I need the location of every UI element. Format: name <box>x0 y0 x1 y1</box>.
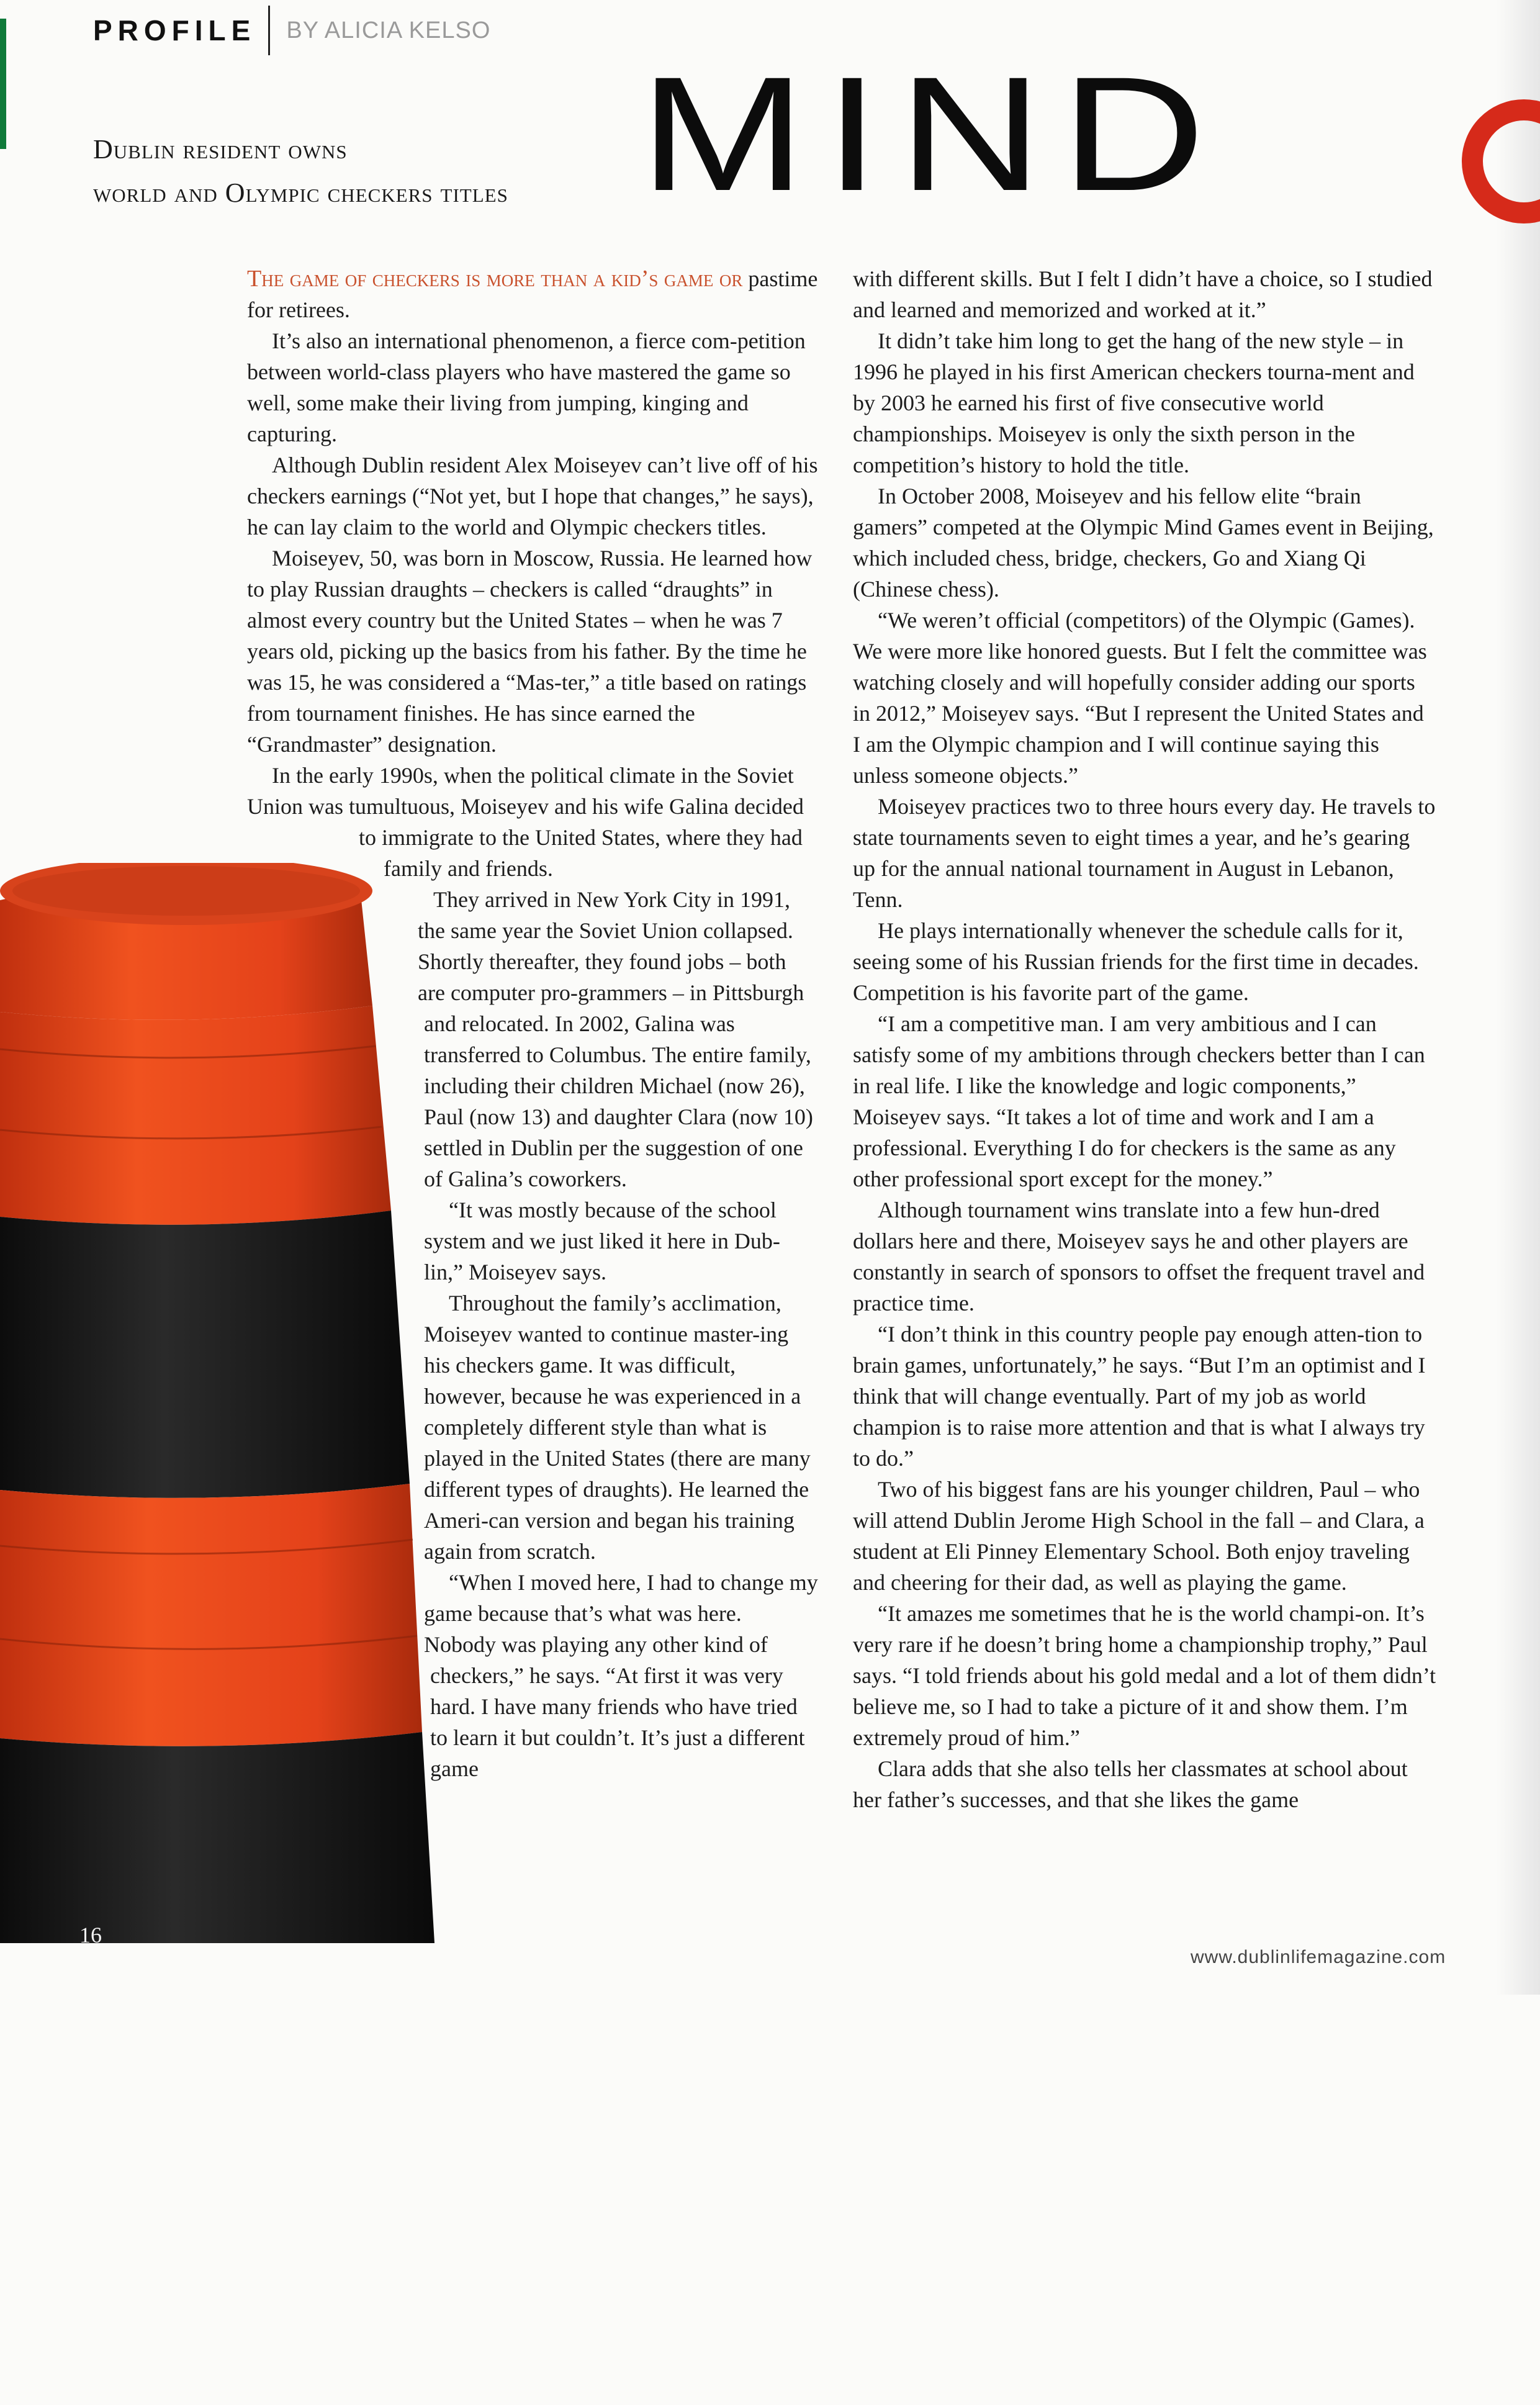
deck-line: Dublin resident owns <box>93 134 348 165</box>
paragraph: Two of his biggest fans are his younger children, Paul – who will attend Dublin Jerome High School in the fall – and Clara, a student at Eli Pinney Elementary School. Both enjoy traveling and cheering for their dad, as well as playing the game. <box>853 1477 1425 1595</box>
paragraph: Throughout the family’s acclimation, Moiseyev wanted to continue master-ing his checkers game. It was difficult, however, because he was experienced in a completely different style than what is played in the United States (there are many different types of draughts). He learned the Ameri-can version and began his training again from scratch. <box>424 1291 811 1564</box>
paragraph: “We weren’t official (competitors) of the Olympic (Games). We were more like honored guests. But I felt the committee was watching closely and will hopefully consider adding our sports in 2012,” Moiseyev says. “But I represent the United States and I am the Olympic champion and I will continue saying this unless someone objects.” <box>853 608 1427 788</box>
paragraph: “I don’t think in this country people pay enough atten-tion to brain games, unfortunately,” he says. “But I’m an optimist and I think that will change eventually. Part of my job as world champion is to raise more attention and that is what I always try to do.” <box>853 1322 1426 1471</box>
page-edge-strip <box>0 19 6 149</box>
paragraph: It’s also an international phenomenon, a fierce com-petition between world-class players who have mastered the game so well, some make their living from jumping, kinging and capturing. <box>247 328 806 446</box>
paragraph: “It was mostly because of the school system and we just liked it here in Dub-lin,” Moiseyev says. <box>424 1198 780 1284</box>
lead-rest: pastime for retirees. <box>247 266 818 322</box>
deck-line: world and Olympic checkers titles <box>93 178 508 208</box>
article-deck <box>93 128 508 215</box>
paragraph: In the early 1990s, when the political climate in the Soviet Union was tumultuous, Moiseyev and his wife Galina decided to immigrate to the United States, where they had family and friends. <box>247 763 804 881</box>
article-column-left <box>247 263 818 2405</box>
footer-url[interactable]: www.dublinlifemagazine.com <box>1191 1947 1446 1967</box>
paragraph: with different skills. But I felt I didn’t have a choice, so I studied and learned and memorized and worked at it.” <box>853 266 1433 322</box>
paragraph: In October 2008, Moiseyev and his fellow elite “brain gamers” competed at the Olympic Mind Games event in Beijing, which included chess, bridge, checkers, Go and Xiang Qi (Chinese chess). <box>853 484 1434 602</box>
section-label: PROFILE <box>93 14 256 47</box>
lead-in: The game of checkers is more than a kid’s game or <box>247 266 743 292</box>
paragraph: “When I moved here, I had to change my game because that’s what was here. Nobody was playing any other kind of checkers,” he says. “At first it was very hard. I have many friends who have tried to learn it but couldn’t. It’s just a different game <box>424 1570 818 1781</box>
paragraph: “It amazes me sometimes that he is the world champi-on. It’s very rare if he doesn’t bring home a championship trophy,” Paul says. “I told friends about his gold medal and a lot of them didn’t believe me, so I had to take a picture of it and show them. I’m extremely proud of him.” <box>853 1601 1436 1750</box>
paragraph: “I am a competitive man. I am very ambitious and I can satisfy some of my ambitions through checkers better than I can in real life. I like the knowledge and logic components,” Moiseyev says. “It takes a lot of time and work and I am a professional. Everything I do for checkers is the same as any other professional sport except for the money.” <box>853 1011 1425 1191</box>
paragraph: Although Dublin resident Alex Moiseyev can’t live off of his checkers earnings (“Not yet, but I hope that changes,” he says), he can lay claim to the world and Olympic checkers titles. <box>247 453 818 539</box>
title-red-letter-fragment <box>1462 99 1540 223</box>
paragraph <box>247 263 818 325</box>
paragraph: Moiseyev practices two to three hours every day. He travels to state tournaments seven to eight times a year, and he’s gearing up for the annual national tournament in August in Lebanon, Tenn. <box>853 794 1436 912</box>
page-number: 16 <box>79 1923 102 1947</box>
paragraph: Moiseyev, 50, was born in Moscow, Russia. He learned how to play Russian draughts – checkers is called “draughts” in almost every country but the United States – when he was 7 years old, picking up the basics from his father. By the time he was 15, he was considered a “Mas-ter,” a title based on ratings from tournament finishes. He has since earned the “Grandmaster” designation. <box>247 546 813 757</box>
header-divider <box>268 6 270 55</box>
paragraph: Clara adds that she also tells her classmates at school about her father’s successes, and that she likes the game <box>853 1756 1408 1812</box>
article-title: MIND <box>639 43 1224 225</box>
paragraph: Although tournament wins translate into a few hun-dred dollars here and there, Moiseyev says he and other players are constantly in search of sponsors to offset the frequent travel and practice time. <box>853 1198 1425 1315</box>
article-column-right <box>853 263 1436 1815</box>
paragraph: He plays internationally whenever the schedule calls for it, seeing some of his Russian friends for the first time in decades. Competition is his favorite part of the game. <box>853 918 1419 1005</box>
page-gutter-shadow <box>1497 0 1540 1995</box>
page-header <box>93 9 490 52</box>
paragraph: It didn’t take him long to get the hang of the new style – in 1996 he played in his first American checkers tourna-ment and by 2003 he earned his first of five consecutive world championships. Moiseyev is only the sixth person in the competition’s history to hold the title. <box>853 328 1415 477</box>
paragraph: They arrived in New York City in 1991, the same year the Soviet Union collapsed. Shortly thereafter, they found jobs – both are computer pro-grammers – in Pittsburgh and relocated. In 2002, Galina was transferred to Columbus. The entire family, including their children Michael (now 26), Paul (now 13) and daughter Clara (now 10) settled in Dublin per the suggestion of one of Galina’s coworkers. <box>418 887 813 1191</box>
byline: BY ALICIA KELSO <box>286 17 491 43</box>
